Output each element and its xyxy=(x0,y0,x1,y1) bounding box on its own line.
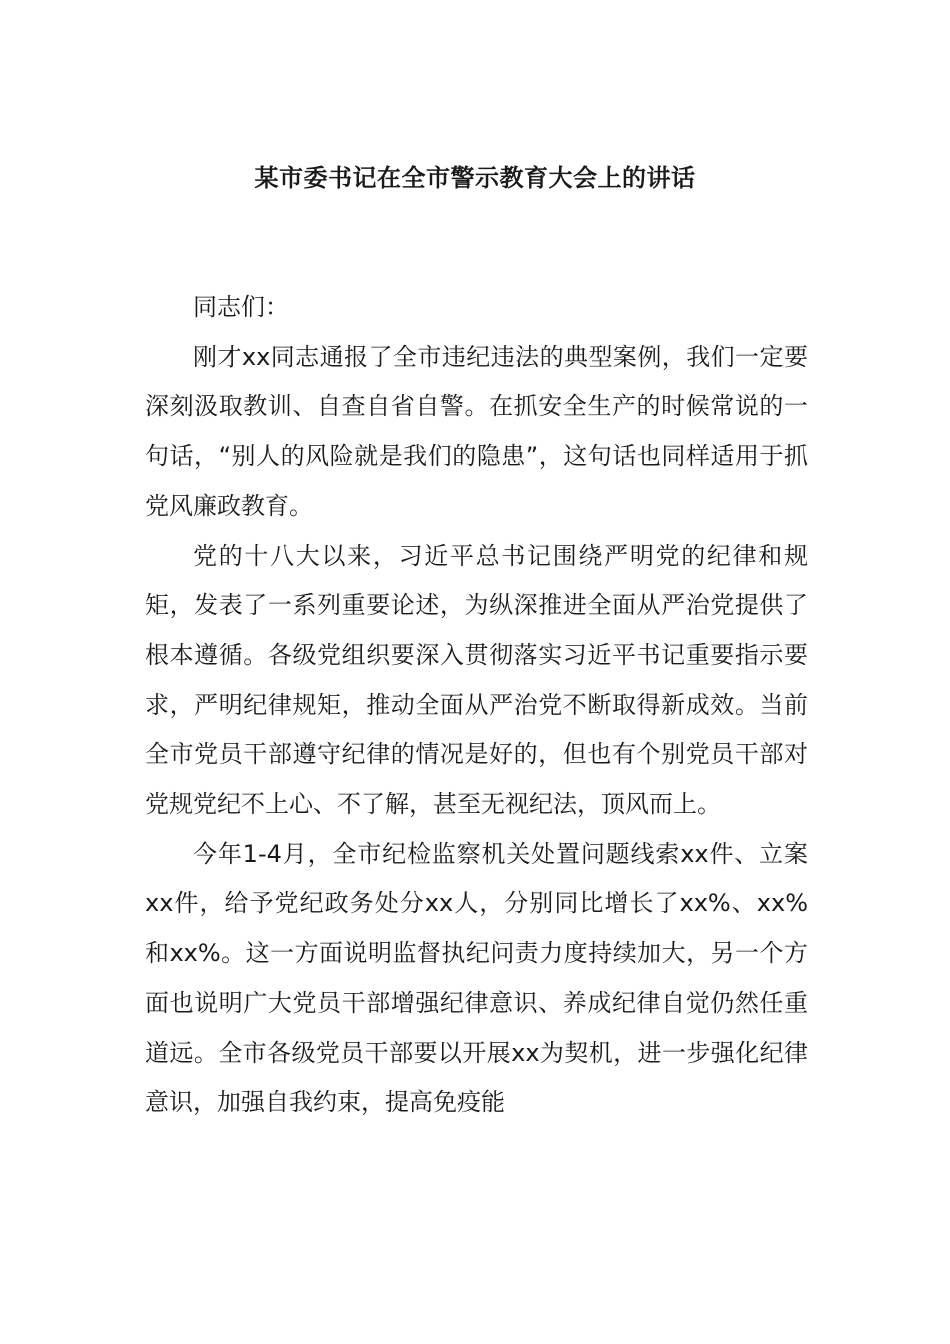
paragraph: 今年1-4月，全市纪检监察机关处置问题线索xx件、立案xx件，给予党纪政务处分xx人，分别同比增长了xx%、xx%和xx%。这一方面说明监督执纪问责力度持续加大，另一个方面也说明广大党员干部增强纪律意识、养成纪律自觉仍然任重道远。全市各级党员干部要以开展xx为契机，进一步强化纪律意识，加强自我约束，提高免疫能 xyxy=(145,839,808,1117)
paragraph: 刚才xx同志通报了全市违纪违法的典型案例，我们一定要深刻汲取教训、自查自省自警。在抓安全生产的时候常说的一句话，“别人的风险就是我们的隐患”，这句话也同样适用于抓党风廉政教育。 xyxy=(145,342,808,520)
paragraph: 党的十八大以来，习近平总书记围绕严明党的纪律和规矩，发表了一系列重要论述，为纵深推进全面从严治党提供了根本遵循。各级党组织要深入贯彻落实习近平书记重要指示要求，严明纪律规矩，推动全面从严治党不断取得新成效。当前全市党员干部遵守纪律的情况是好的，但也有个别党员干部对党规党纪不上心、不了解，甚至无视纪法，顶风而上。 xyxy=(145,541,808,819)
document-body xyxy=(145,283,808,1128)
paragraph-salutation: 同志们： xyxy=(193,293,289,321)
document-title: 某市委书记在全市警示教育大会上的讲话 xyxy=(254,164,696,192)
